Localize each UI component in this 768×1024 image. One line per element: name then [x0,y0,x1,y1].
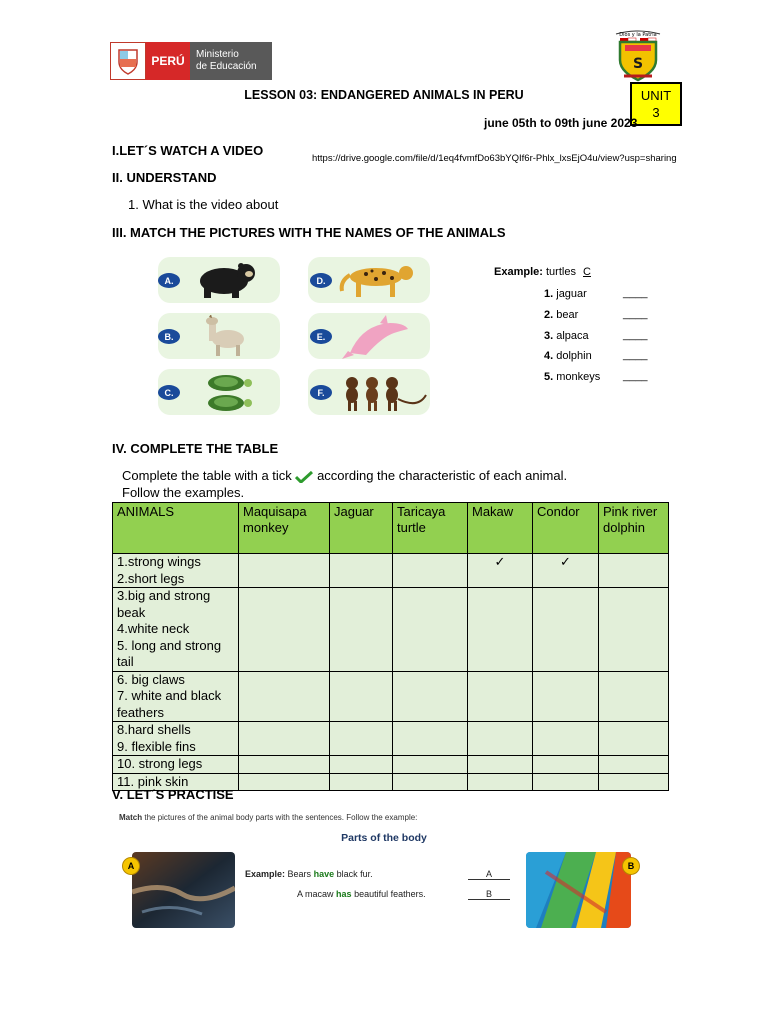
card-letter: B. [158,329,180,344]
table-row [113,722,669,756]
tick-cell[interactable] [599,588,669,672]
alpaca-icon [200,315,250,357]
tick-cell[interactable] [599,756,669,774]
tick-cell[interactable] [239,773,330,791]
tick-cell[interactable] [330,671,393,722]
answer-2: B [468,889,510,900]
practise-instruction [119,813,417,822]
example-sentence-2 [297,889,426,899]
card-letter: D. [310,273,332,288]
characteristic: 5. long and strong tail [117,637,222,669]
header-animals: ANIMALS [113,503,239,554]
sentence-text: Bears [287,869,312,879]
tick-cell[interactable] [393,722,468,756]
parts-of-body-title: Parts of the body [341,832,427,844]
sentence-text: A macaw [297,889,334,899]
jaguar-icon [336,261,420,299]
section-3-title: III. MATCH THE PICTURES WITH THE NAMES OF THE ANIMALS [112,225,506,240]
characteristic: 8.hard shells [117,722,191,737]
match-item [544,350,592,362]
tick-cell[interactable]: ✓ [533,554,599,588]
card-f [308,369,430,415]
answer-blank[interactable]: ____ [623,308,648,320]
characteristic: 1.strong wings [117,554,201,569]
table-header-row [113,503,669,554]
instruction-part-1: Complete the table with a tick [122,468,292,483]
unit-number: 3 [652,105,660,120]
characteristic: 6. big claws [117,671,185,687]
characteristic: 7. white and black feathers [117,688,222,720]
card-b [158,313,280,359]
peru-coat-of-arms-icon [110,42,146,80]
label-a: A [122,857,140,875]
tick-cell[interactable] [239,722,330,756]
characteristic: 3.big and strong beak [117,588,211,620]
match-num: 3. [544,330,554,342]
instruction-part-2: according the characteristic of each animal. [317,468,568,483]
instruction-bold: Match [119,813,143,822]
tick-cell[interactable] [393,554,468,588]
tick-cell[interactable] [330,554,393,588]
tick-cell[interactable] [330,588,393,672]
tick-cell[interactable] [599,722,669,756]
card-c [158,369,280,415]
bear-icon [194,261,258,299]
table-row [113,588,669,672]
logo-ministry-line2: de Educación [196,61,257,72]
fur-photo [132,852,235,928]
match-name: jaguar [556,288,587,300]
tick-cell[interactable] [533,773,599,791]
table-row [113,756,669,774]
feathers-photo [526,852,631,928]
tick-cell[interactable] [239,554,330,588]
instruction-line-1 [122,467,567,484]
lesson-title: LESSON 03: ENDANGERED ANIMALS IN PERU [244,88,524,102]
characteristic-cell [113,756,239,774]
tick-cell[interactable] [533,756,599,774]
card-e [308,313,430,359]
header-taricaya: Taricaya turtle [393,503,468,554]
tick-cell[interactable] [599,773,669,791]
card-letter: E. [310,329,332,344]
answer-blank[interactable]: ____ [623,349,648,361]
label-b: B [622,857,640,875]
tick-cell[interactable] [533,671,599,722]
match-name: monkeys [556,371,601,383]
answer-1: A [468,869,510,880]
card-d [308,257,430,303]
match-item [544,371,600,383]
header-makaw: Makaw [468,503,533,554]
tick-cell[interactable] [468,722,533,756]
section-1-title: I.LET´S WATCH A VIDEO [112,143,264,158]
match-item [544,330,589,342]
characteristics-table [112,502,669,791]
tick-cell[interactable]: ✓ [468,554,533,588]
characteristic-cell [113,554,239,588]
tick-cell[interactable] [599,671,669,722]
crest-letter: S [632,56,644,72]
tick-cell[interactable] [239,756,330,774]
sentence-text: black fur. [336,869,373,879]
answer-blank[interactable]: ____ [623,370,648,382]
tick-cell[interactable] [393,588,468,672]
characteristic: 10. strong legs [117,756,203,771]
match-num: 1. [544,288,554,300]
section-5-title: V. LET´S PRACTISE [112,787,234,802]
example-label: Example: [494,266,543,278]
header-maquisapa: Maquisapa monkey [239,503,330,554]
video-link[interactable]: https://drive.google.com/file/d/1eq4fvmfDo63bYQIf6r-Phlx_lxsEjO4u/view?usp=sharing [312,153,677,164]
sentence-verb: has [336,889,352,899]
tick-cell[interactable] [330,722,393,756]
crest-motto: Dios y la Patria [619,32,657,38]
tick-cell[interactable] [468,671,533,722]
card-a [158,257,280,303]
table-row [113,671,669,722]
match-name: bear [556,309,579,321]
green-tick-icon [295,471,313,483]
tick-cell[interactable] [533,588,599,672]
logo-ministry-line1: Ministerio [196,49,239,60]
example-sentence-1 [245,869,373,879]
header-jaguar: Jaguar [330,503,393,554]
tick-cell[interactable] [393,671,468,722]
example-animal: turtles [545,266,576,278]
monkeys-icon [338,373,428,413]
characteristic-cell [113,588,239,672]
answer-blank[interactable]: ____ [623,329,648,341]
unit-label: UNIT [640,88,672,103]
tick-cell[interactable] [330,756,393,774]
example-label: Example: [245,869,286,879]
instruction-rest: the pictures of the animal body parts with the sentences. Follow the example: [144,813,418,822]
tick-cell[interactable] [599,554,669,588]
sentence-verb: have [313,869,335,879]
tick-cell[interactable] [393,773,468,791]
characteristic-cell [113,671,239,722]
turtles-icon [198,371,258,415]
tick-cell[interactable] [468,756,533,774]
tick-cell[interactable] [533,722,599,756]
match-item [544,288,587,300]
section-4-title: IV. COMPLETE THE TABLE [112,441,279,456]
school-crest-icon [612,28,664,84]
characteristic: 4.white neck [117,621,190,636]
tick-cell[interactable] [239,588,330,672]
instruction-line-2: Follow the examples. [122,485,245,500]
match-name: alpaca [556,330,589,342]
characteristic: 11. pink skin [117,773,189,789]
tick-cell[interactable] [393,756,468,774]
tick-cell[interactable] [468,773,533,791]
card-letter: C. [158,385,180,400]
match-num: 4. [544,350,554,362]
section-2-title: II. UNDERSTAND [112,170,217,185]
match-num: 2. [544,309,554,321]
header-condor: Condor [533,503,599,554]
logo-country: PERÚ [146,42,190,80]
table-instruction [122,467,567,501]
header-dolphin: Pink river dolphin [599,503,669,554]
dolphin-icon [342,315,412,359]
characteristic: 2.short legs [117,570,185,586]
question-1: 1. What is the video about [128,197,279,212]
match-name: dolphin [556,350,592,362]
match-item [544,309,578,321]
table-row [113,554,669,588]
answer-blank[interactable]: ____ [623,287,648,299]
characteristic-cell [113,722,239,756]
tick-cell[interactable] [330,773,393,791]
ministry-logo [110,42,272,80]
sentence-text: beautiful feathers. [354,889,426,899]
match-num: 5. [544,371,554,383]
card-letter: F. [310,385,332,400]
tick-cell[interactable] [239,671,330,722]
logo-ministry [190,42,272,80]
tick-cell[interactable] [468,588,533,672]
characteristic: 9. flexible fins [117,738,196,754]
lesson-dates: june 05th to 09th june 2023 [484,116,638,130]
card-letter: A. [158,273,180,288]
match-example [494,266,595,278]
example-answer: C [583,266,591,278]
